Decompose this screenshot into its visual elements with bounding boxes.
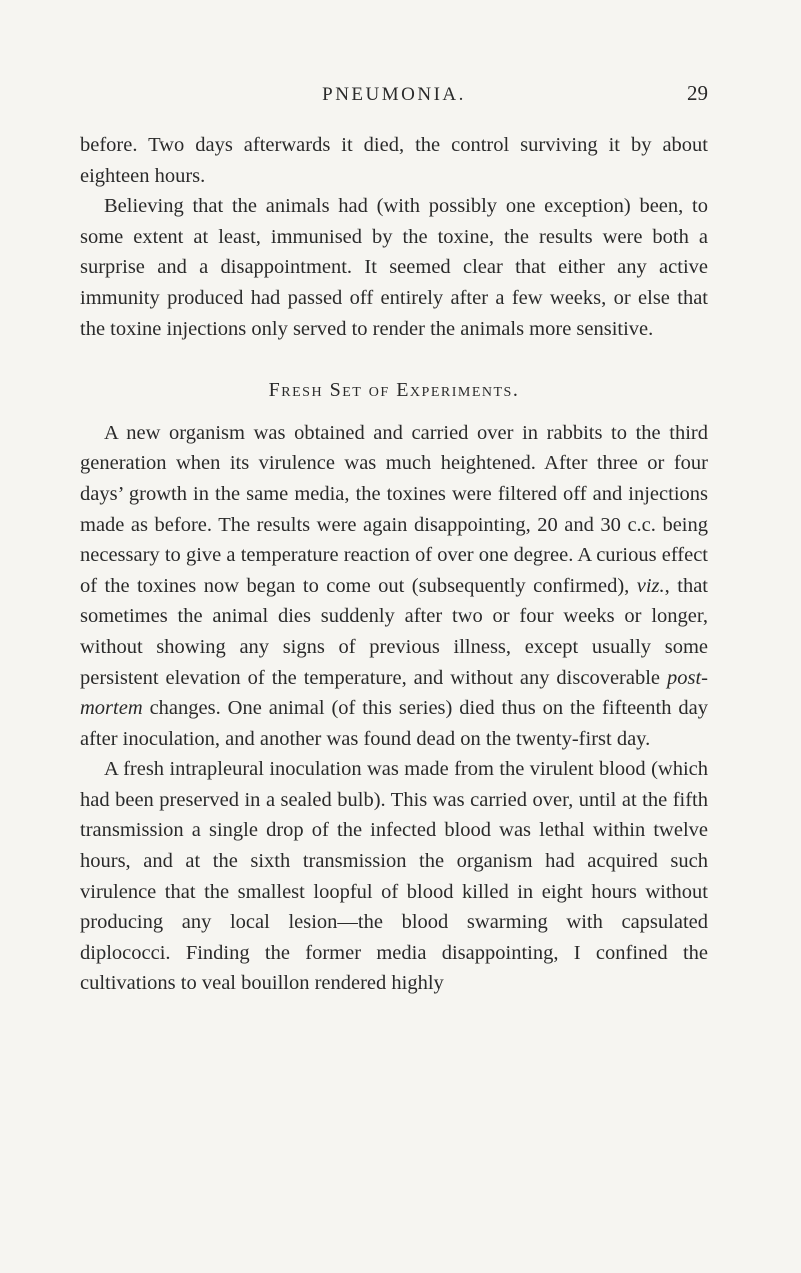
running-head <box>80 81 708 114</box>
italic-term: viz. <box>636 574 665 597</box>
page-number: 29 <box>687 81 708 105</box>
paragraph-intrapleural: A fresh intrapleural inoculation was made from the virulent blood (which had been preserved in a sealed bulb). This was carried over, until at the fifth transmission a single drop of the infected blood was lethal within twelve hours, and at the sixth transmission the organism had acquired such virulence that the smallest loopful of blood killed in eight hours without producing any local lesion—the blood swarming with capsulated diplococci. Finding the former media disappointing, I confined the cultivations to veal bouillon rendered highly <box>80 758 708 995</box>
italic-term: post-mortem <box>80 666 708 720</box>
paragraph-new-organism <box>80 418 708 755</box>
body-text <box>80 130 708 999</box>
paragraph-text-part: , that sometimes the animal dies suddenly after two or four weeks or longer, without showing any signs of previous illness, except usually some persistent elevation of the temperature, and without any discoverable <box>80 574 708 689</box>
section-heading: Fresh Set of Experiments. <box>268 379 520 402</box>
paragraph-text-part: A new organism was obtained and carried over in rabbits to the third generation when its virulence was much heightened. After three or four days’ growth in the same media, the toxines were filtered off and injections made as before. The results were again disappointing, 20 and 30 c.c. being necessary to give a temperature reaction of over one degree. A curious effect of the toxines now began to come out (subsequently confirmed), <box>80 421 708 597</box>
paragraph-continuation: before. Two days afterwards it died, the control surviving it by about eighteen hours. <box>80 134 708 187</box>
paragraph-immunity: Believing that the animals had (with possibly one exception) been, to some extent at least, immunised by the toxine, the results were both a surprise and a disappointment. It seemed clear that either any active immunity produced had passed off entirely after a few weeks, or else that the toxine injections only served to render the animals more sensitive. <box>80 195 708 340</box>
paragraph-text-part: changes. One animal (of this series) died thus on the fifteenth day after inoculation, and another was found dead on the twenty-first day. <box>80 697 708 750</box>
running-title: PNEUMONIA. <box>322 84 466 105</box>
